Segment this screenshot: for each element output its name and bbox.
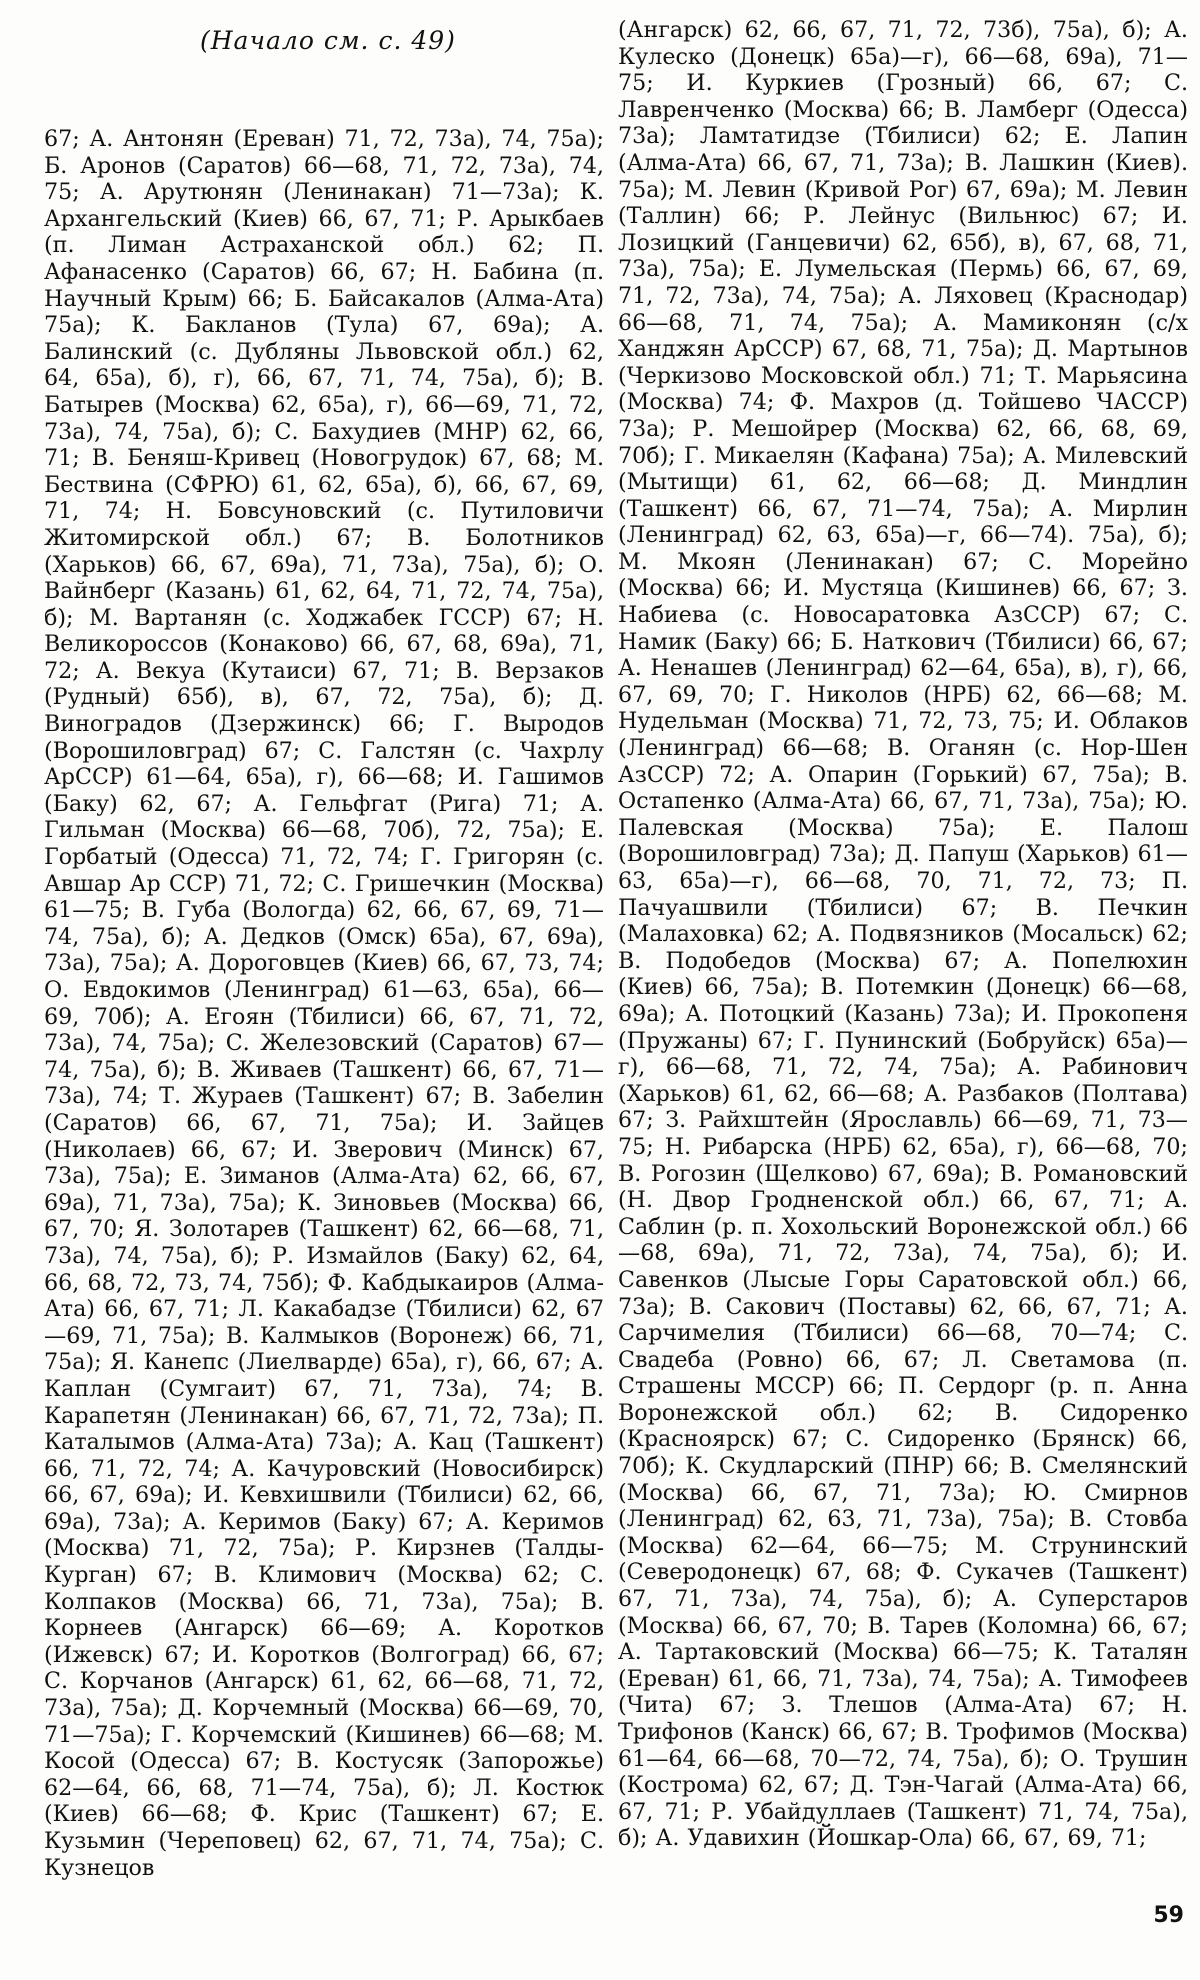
left-column [44,126,604,1881]
page-number: 59 [1153,1903,1184,1928]
left-column-text: 67; А. Антонян (Ереван) 71, 72, 73а), 74, 75а); Б. Аронов (Саратов) 66—68, 71, 72, 73а), 74, 75; А. Арутюнян (Ленинакан) 71—73а); К. Архангельский (Киев) 66, 67, 71; Р. Арыкбаев (п. Лиман Астраханской обл.) 62; П. Афанасенко (Саратов) 66, 67; Н. Бабина (п. Научный Крым) 66; Б. Байсакалов (Алма-Ата) 75а); К. Бакланов (Тула) 67, 69а); А. Балинский (с. Дубляны Львовской обл.) 62, 64, 65а), б), г), 66, 67, 71, 74, 75а), б); В. Батырев (Москва) 62, 65а), г), 66—69, 71, 72, 73а), 74, 75а), б); С. Бахудиев (МНР) 62, 66, 71; В. Беняш-Кривец (Новогрудок) 67, 68; М. Бествина (СФРЮ) 61, 62, 65а), б), 66, 67, 69, 71, 74; Н. Бовсуновский (с. Путиловичи Житомирской обл.) 67; В. Болотников (Харьков) 66, 67, 69а), 71, 73а), 75а), б); О. Вайнберг (Казань) 61, 62, 64, 71, 72, 74, 75а), б); М. Вартанян (с. Ходжабек ГССР) 67; Н. Великороссов (Конаково) 66, 67, 68, 69а), 71, 72; А. Векуа (Кутаиси) 67, 71; В. Верзаков (Рудный) 65б), в), 67, 72, 75а), б); Д. Виноградов (Дзержинск) 66; Г. Выродов (Ворошиловград) 67; С. Галстян (с. Чахрлу АрССР) 61—64, 65а), г), 66—68; И. Гашимов (Баку) 62, 67; А. Гельфгат (Рига) 71; А. Гильман (Москва) 66—68, 70б), 72, 75а); Е. Горбатый (Одесса) 71, 72, 74; Г. Григорян (с. Авшар Ар ССР) 71, 72; С. Гришечкин (Москва) 61—75; В. Губа (Вологда) 62, 66, 67, 69, 71—74, 75а), б); А. Дедков (Омск) 65а), 67, 69а), 73а), 75а); А. Дороговцев (Киев) 66, 67, 73, 74; О. Евдокимов (Ленинград) 61—63, 65а), 66—69, 70б); А. Егоян (Тбилиси) 66, 67, 71, 72, 73а), 74, 75а); С. Железовский (Саратов) 67—74, 75а), б); В. Живаев (Ташкент) 66, 67, 71—73а), 74; Т. Жураев (Ташкент) 67; В. Забелин (Саратов) 66, 67, 71, 75а); И. Зайцев (Николаев) 66, 67; И. Зверович (Минск) 67, 73а), 75а); Е. Зиманов (Алма-Ата) 62, 66, 67, 69а), 71, 73а), 75а); К. Зиновьев (Москва) 66, 67, 70; Я. Золотарев (Ташкент) 62, 66—68, 71, 73а), 74, 75а), б); Р. Измайлов (Баку) 62, 64, 66, 68, 72, 73, 74, 75б); Ф. Кабдыкаиров (Алма-Ата) 66, 67, 71; Л. Какабадзе (Тбилиси) 62, 67—69, 71, 75а); В. Калмыков (Воронеж) 66, 71, 75а); Я. Канепс (Лиелварде) 65а), г), 66, 67; А. Каплан (Сумгаит) 67, 71, 73а), 74; В. Карапетян (Ленинакан) 66, 67, 71, 72, 73а); П. Каталымов (Алма-Ата) 73а); А. Кац (Ташкент) 66, 71, 72, 74; А. Качуровский (Новосибирск) 66, 67, 69а); И. Кевхишвили (Тбилиси) 62, 66, 69а), 73а); А. Керимов (Баку) 67; А. Керимов (Москва) 71, 72, 75а); Р. Кирзнев (Талды-Курган) 67; В. Климович (Москва) 62; С. Колпаков (Москва) 66, 71, 73а), 75а); В. Корнеев (Ангарск) 66—69; А. Коротков (Ижевск) 67; И. Коротков (Волгоград) 66, 67; С. Корчанов (Ангарск) 61, 62, 66—68, 71, 72, 73а), 75а); Д. Корчемный (Москва) 66—69, 70, 71—75а); Г. Корчемский (Кишинев) 66—68; М. Косой (Одесса) 67; В. Костусяк (Запорожье) 62—64, 66, 68, 71—74, 75а), б); Л. Костюк (Киев) 66—68; Ф. Крис (Ташкент) 67; Е. Кузьмин (Череповец) 62, 67, 71, 74, 75а); С. Кузнецов [44,126,604,1881]
continuation-note: (Начало см. с. 49) [200,26,456,55]
right-column [618,17,1188,1852]
right-column-text: (Ангарск) 62, 66, 67, 71, 72, 73б), 75а), б); А. Кулеско (Донецк) 65а)—г), 66—68, 69а), 71—75; И. Куркиев (Грозный) 66, 67; С. Лавренченко (Москва) 66; В. Ламберг (Одесса) 73а); Ламтатидзе (Тбилиси) 62; Е. Лапин (Алма-Ата) 66, 67, 71, 73а); В. Лашкин (Киев). 75а); М. Левин (Кривой Рог) 67, 69а); М. Левин (Таллин) 66; Р. Лейнус (Вильнюс) 67; И. Лозицкий (Ганцевичи) 62, 65б), в), 67, 68, 71, 73а), 75а); Е. Лумельская (Пермь) 66, 67, 69, 71, 72, 73а), 74, 75а); А. Ляховец (Краснодар) 66—68, 71, 74, 75а); А. Мамиконян (с/х Ханджян АрССР) 67, 68, 71, 75а); Д. Мартынов (Черкизово Московской обл.) 71; Т. Марьясина (Москва) 74; Ф. Махров (д. Тойшево ЧАССР) 73а); Р. Мешойрер (Москва) 62, 66, 68, 69, 70б); Г. Микаелян (Кафана) 75а); А. Милевский (Мытищи) 61, 62, 66—68; Д. Миндлин (Ташкент) 66, 67, 71—74, 75а); А. Мирлин (Ленинград) 62, 63, 65а)—г, 66—74). 75а), б); М. Мкоян (Ленинакан) 67; С. Морейно (Москва) 66; И. Мустяца (Кишинев) 66, 67; З. Набиева (с. Новосаратовка АзССР) 67; С. Намик (Баку) 66; Б. Наткович (Тбилиси) 66, 67; А. Ненашев (Ленинград) 62—64, 65а), в), г), 66, 67, 69, 70; Г. Николов (НРБ) 62, 66—68; М. Нудельман (Москва) 71, 72, 73, 75; И. Облаков (Ленинград) 66—68; В. Оганян (с. Нор-Шен АзССР) 72; А. Опарин (Горький) 67, 75а); В. Остапенко (Алма-Ата) 66, 67, 71, 73а), 75а); Ю. Палевская (Москва) 75а); Е. Палош (Ворошиловград) 73а); Д. Папуш (Харьков) 61—63, 65а)—г), 66—68, 70, 71, 72, 73; П. Пачуашвили (Тбилиси) 67; В. Печкин (Малаховка) 62; А. Подвязников (Мосальск) 62; В. Подобедов (Москва) 67; А. Попелюхин (Киев) 66, 75а); В. Потемкин (Донецк) 66—68, 69а); А. Потоцкий (Казань) 73а); И. Прокопеня (Пружаны) 67; Г. Пунинский (Бобруйск) 65а)—г), 66—68, 71, 72, 74, 75а); А. Рабинович (Харьков) 61, 62, 66—68; А. Разбаков (Полтава) 67; З. Райхштейн (Ярославль) 66—69, 71, 73—75; Н. Рибарска (НРБ) 62, 65а), г), 66—68, 70; В. Рогозин (Щелково) 67, 69а); В. Романовский (Н. Двор Гродненской обл.) 66, 67, 71; А. Саблин (р. п. Хохольский Воронежской обл.) 66—68, 69а), 71, 72, 73а), 74, 75а), б); И. Савенков (Лысые Горы Саратовской обл.) 66, 73а); В. Сакович (Поставы) 62, 66, 67, 71; А. Сарчимелия (Тбилиси) 66—68, 70—74; С. Свадеба (Ровно) 66, 67; Л. Светамова (п. Страшены МССР) 66; П. Сердорг (р. п. Анна Воронежской обл.) 62; В. Сидоренко (Красноярск) 67; С. Сидоренко (Брянск) 66, 70б); К. Скудларский (ПНР) 66; В. Смелянский (Москва) 66, 67, 71, 73а); Ю. Смирнов (Ленинград) 62, 63, 71, 73а), 75а); В. Стовба (Москва) 62—64, 66—75; М. Струнинский (Северодонецк) 67, 68; Ф. Сукачев (Ташкент) 67, 71, 73а), 74, 75а), б); А. Суперстаров (Москва) 66, 67, 70; В. Тарев (Коломна) 66, 67; А. Тартаковский (Москва) 66—75; К. Таталян (Ереван) 61, 66, 71, 73а), 74, 75а); А. Тимофеев (Чита) 67; З. Тлешов (Алма-Ата) 67; Н. Трифонов (Канск) 66, 67; В. Трофимов (Москва) 61—64, 66—68, 70—72, 74, 75а), б); О. Трушин (Кострома) 62, 67; Д. Тэн-Чагай (Алма-Ата) 66, 67, 71; Р. Убайдуллаев (Ташкент) 71, 74, 75а), б); А. Удавихин (Йошкар-Ола) 66, 67, 69, 71; [618,17,1188,1852]
